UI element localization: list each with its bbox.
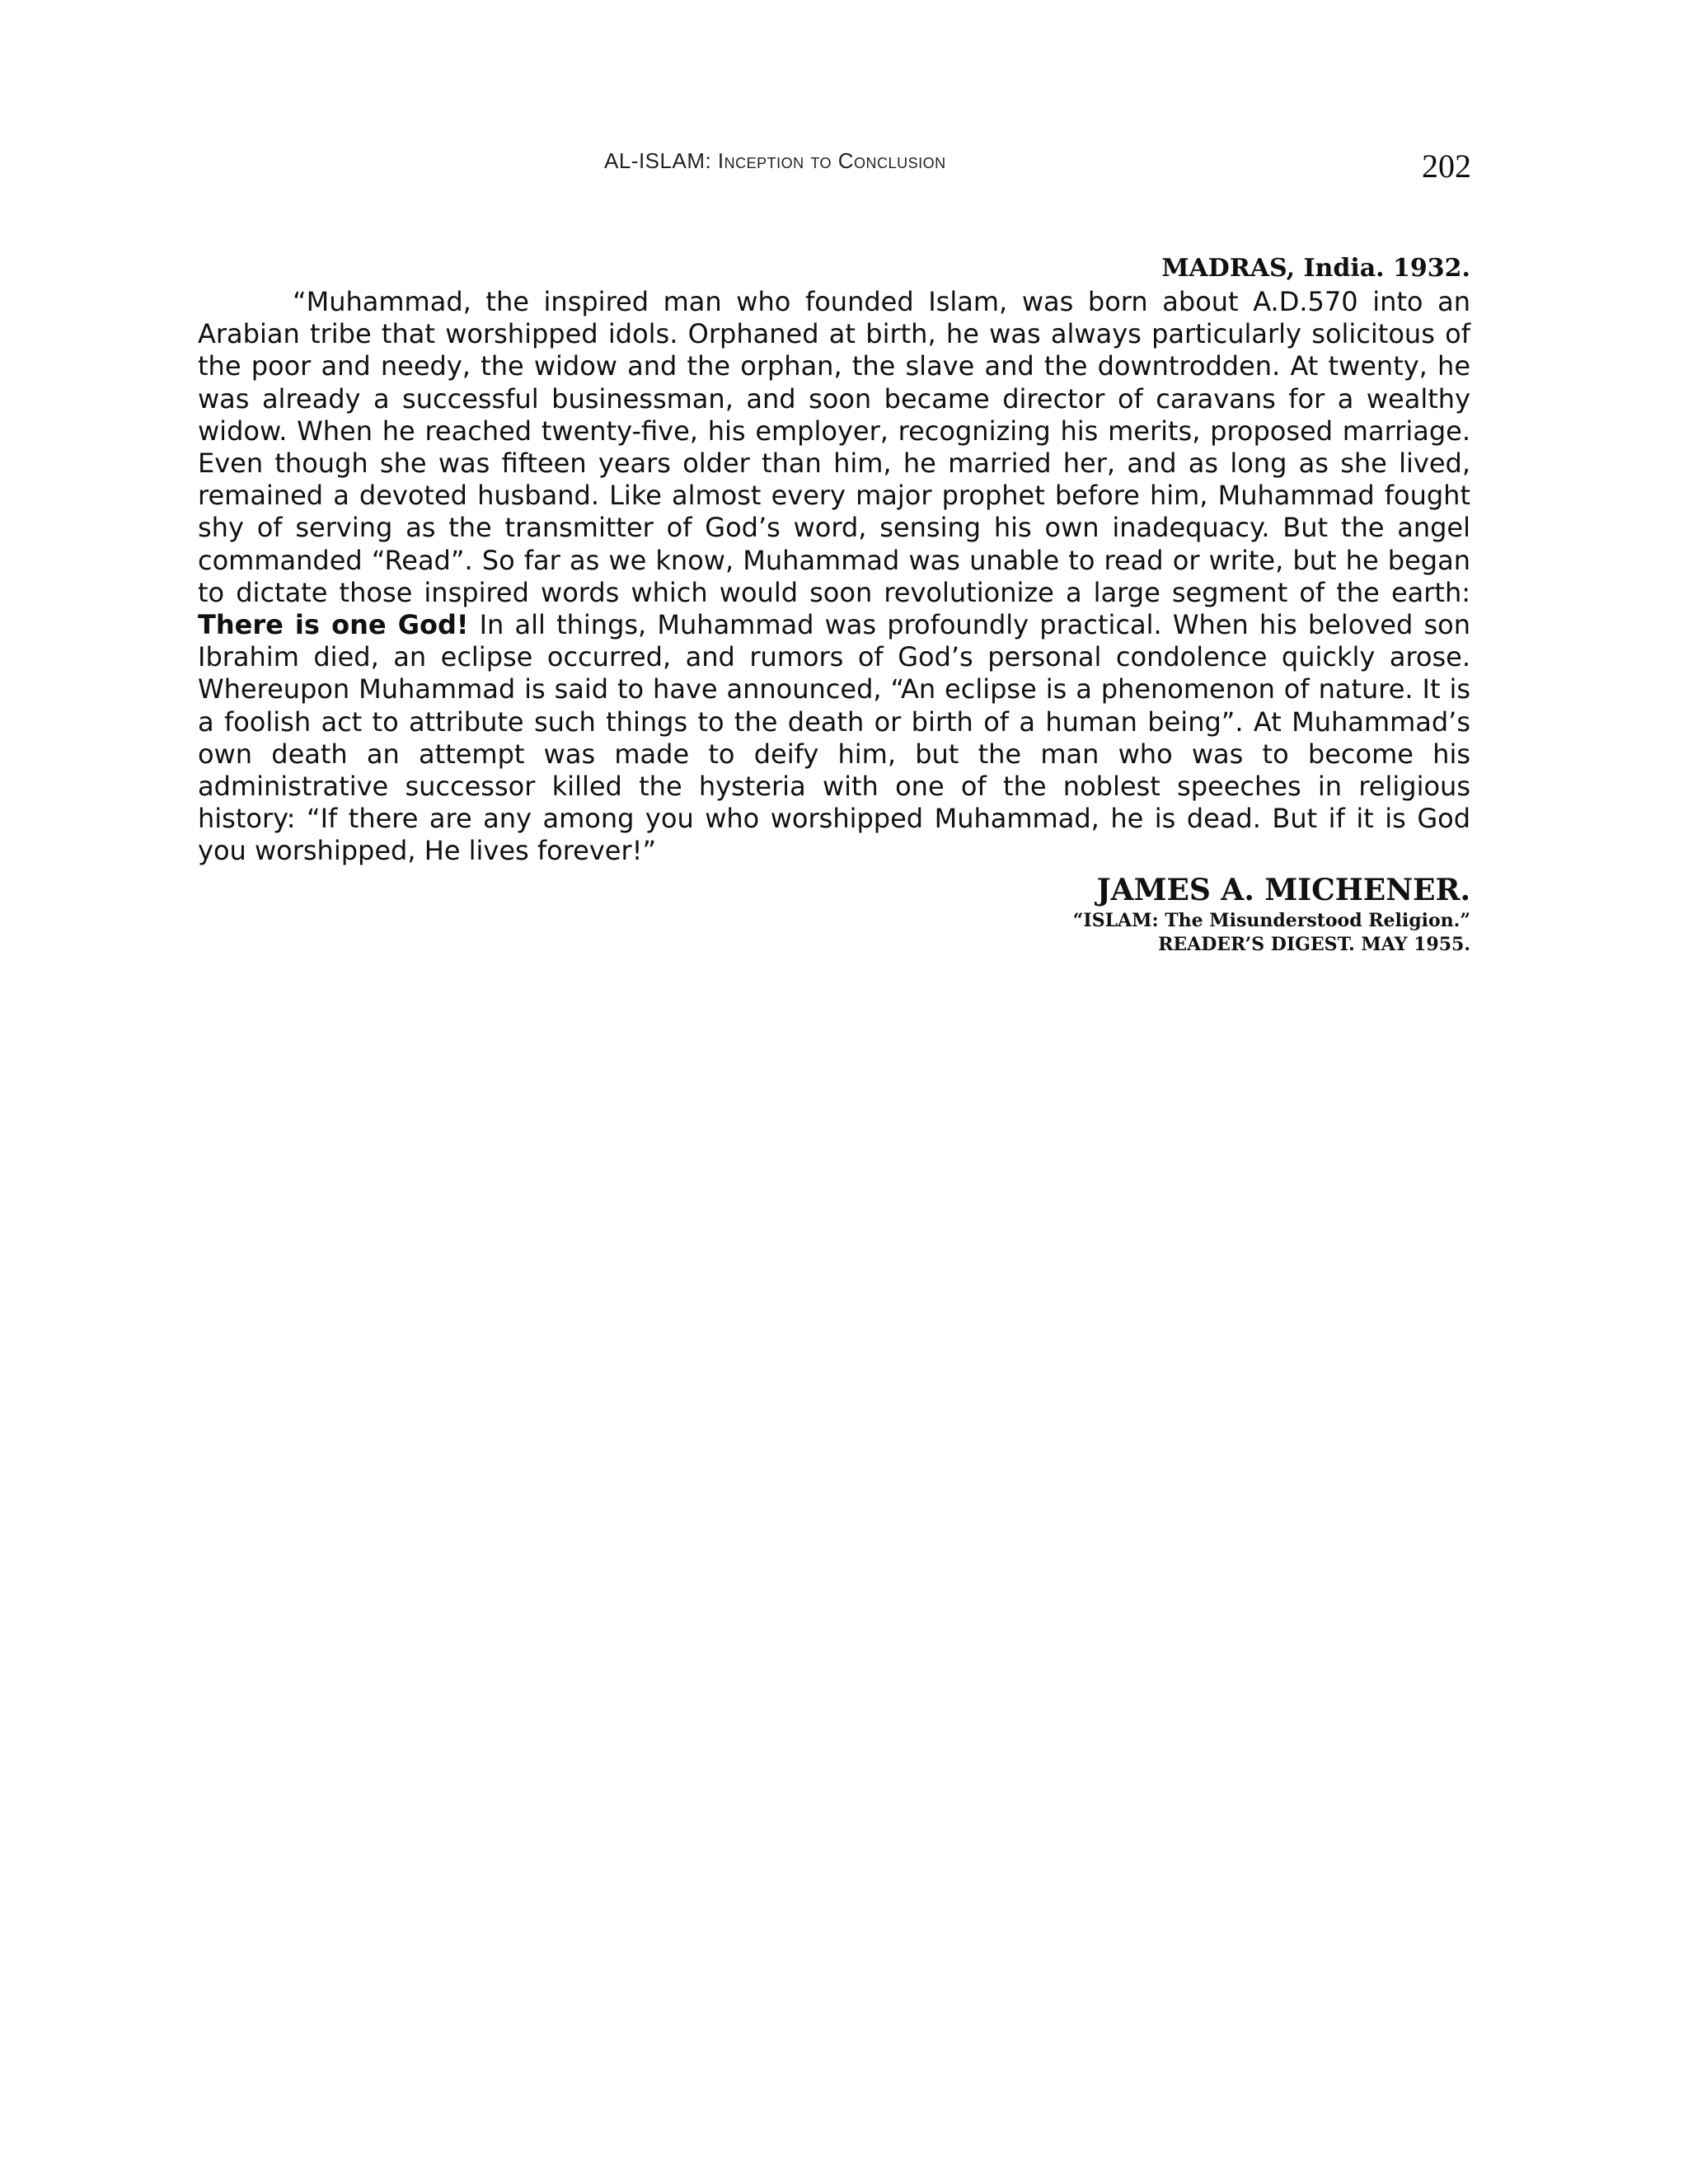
quote-text-part1: “Muhammad, the inspired man who founded Islam, was born about A.D.570 into an Arabian tribe that worshipped idols. Orphaned at birth, he was always particularly solicitous of the poor and needy, the widow and the orphan, the slave and the downtrodden. At twenty, he was already a successful businessman, and soon became director of caravans for a wealthy widow. When he reached twenty-five, his employer, recognizing his merits, proposed marriage. Even though she was fifteen years older than him, he married her, and as long as she lived, remained a devoted husband. Like almost every major prophet before him, Muhammad fought shy of serving as the transmitter of God’s word, sensing his own inadequacy. But the angel commanded “Read”. So far as we know, Muhammad was unable to read or write, but he began to dictate those inspired words which would soon revolutionize a large segment of the earth: <box>198 286 1470 608</box>
quote-text-part2: In all things, Muhammad was profoundly practical. When his beloved son Ibrahim died, an eclipse occurred, and rumors of God’s personal condolence quickly arose. Whereupon Muhammad is said to have announced, “An eclipse is a phenomenon of nature. It is a foolish act to attribute such things to the death or birth of a human being”. At Muhammad’s own death an attempt was made to deify him, but the man who was to become his administrative successor killed the hysteria with one of the noblest speeches in religious history: “If there are any among you who worshipped Muhammad, he is dead. But if it is God you worshipped, He lives forever!” <box>198 609 1471 867</box>
page-content <box>198 251 1470 957</box>
quote-paragraph <box>198 286 1470 868</box>
page-number: 202 <box>1422 148 1471 185</box>
source-publication: READER’S DIGEST. MAY 1955. <box>1158 933 1470 955</box>
running-title: AL-ISLAM: Inception to Conclusion <box>604 148 946 173</box>
page-header <box>0 147 1688 196</box>
dateline: MADRAS, India. 1932. <box>1161 254 1470 283</box>
source-title: “ISLAM: The Misunderstood Religion.” <box>1072 909 1470 931</box>
attribution <box>198 871 1470 957</box>
quote-emphasis: There is one God! <box>198 609 469 641</box>
author-name: JAMES A. MICHENER. <box>1096 872 1470 907</box>
